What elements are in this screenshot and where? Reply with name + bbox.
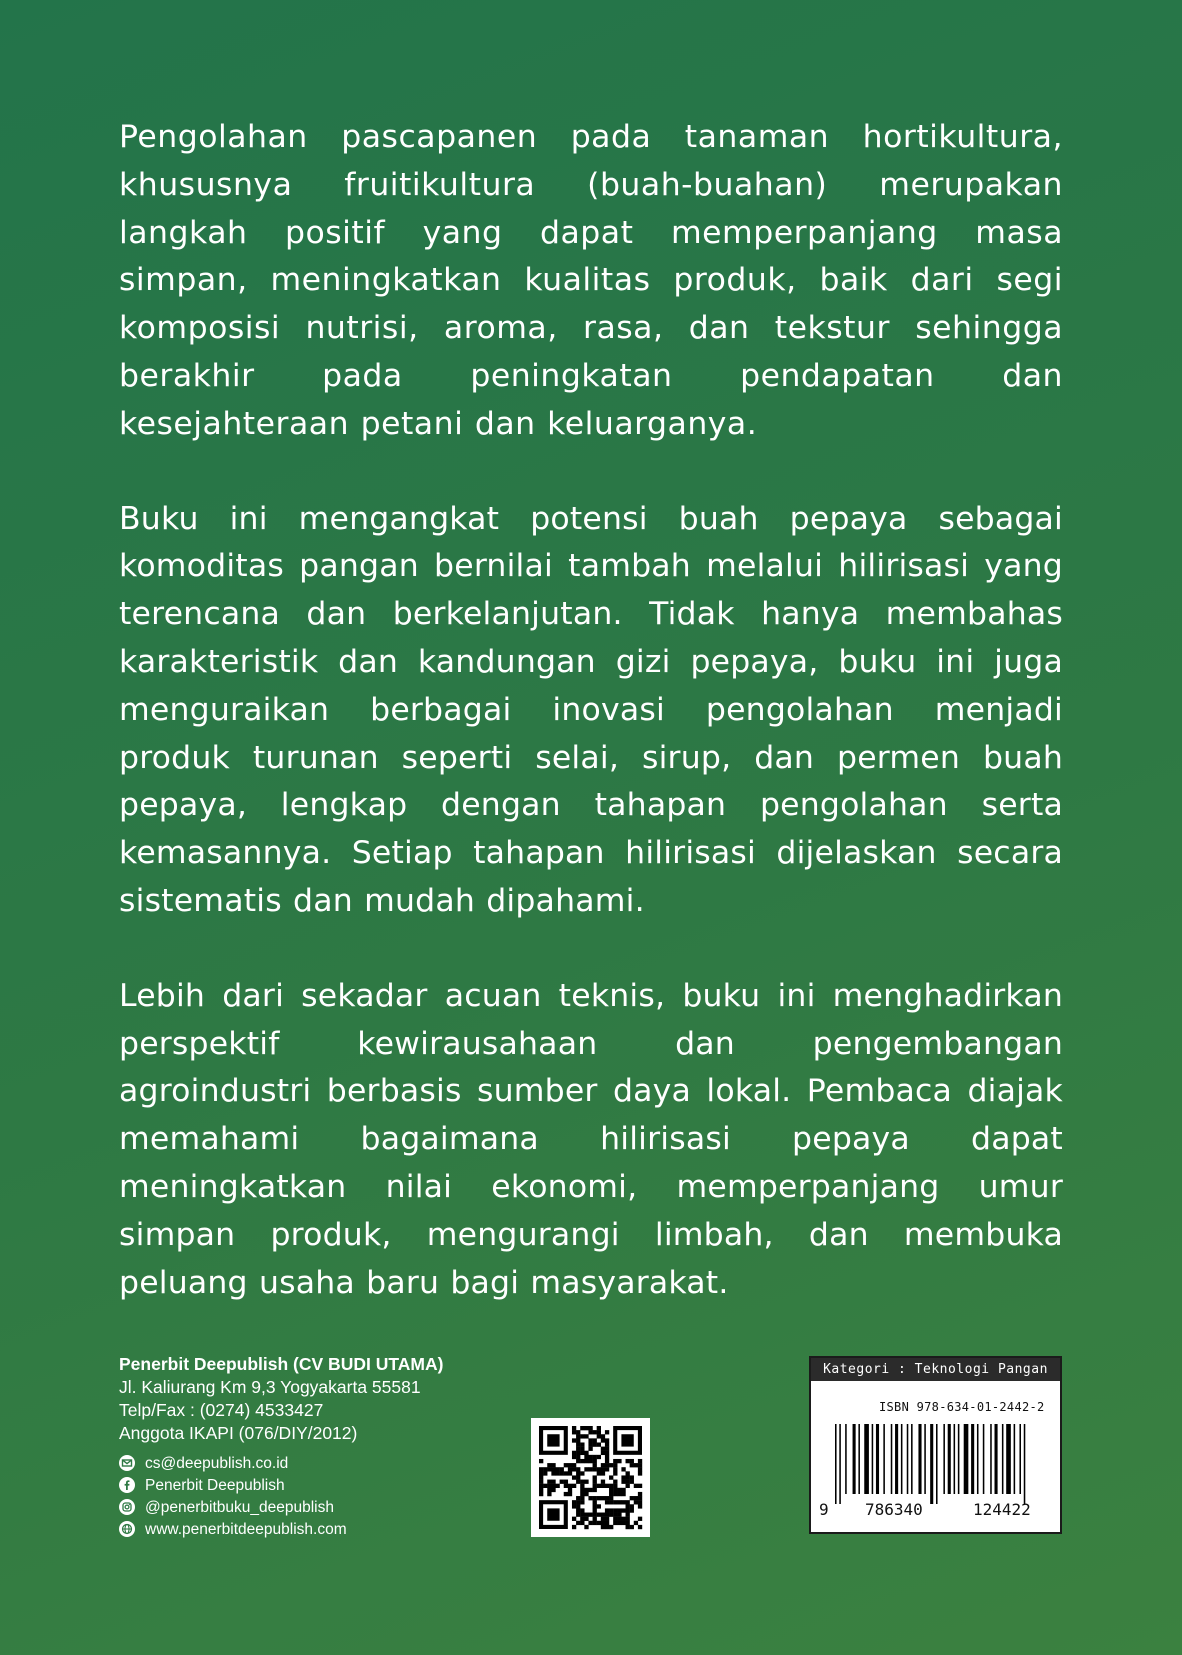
barcode-bar — [964, 1424, 969, 1494]
barcode-bar — [1019, 1424, 1021, 1494]
publisher-name: Penerbit Deepublish (CV BUDI UTAMA) — [119, 1354, 444, 1374]
contact-instagram — [119, 1496, 539, 1518]
barcode-bar — [954, 1424, 956, 1494]
blurb-paragraph-1: Pengolahan pascapanen pada tanaman hortikultura, khususnya fruitikultura (buah-buahan) merupakan langkah positif yang dapat memperpanjang masa simpan, meningkatkan kualitas produk, baik dari segi komposisi nutrisi, aroma, rasa, dan tekstur sehingga berakhir pada peningkatan pendapatan dan kesejahteraan petani dan keluarganya. — [119, 119, 1063, 442]
barcode-bar — [930, 1424, 933, 1504]
barcode-bar — [990, 1424, 992, 1494]
barcode-bar — [872, 1424, 874, 1494]
barcode-bar — [858, 1424, 860, 1494]
barcode-bar — [977, 1424, 979, 1494]
barcode-bar — [995, 1424, 998, 1494]
publisher-phone: Telp/Fax : (0274) 4533427 — [119, 1400, 324, 1420]
barcode-bar — [1014, 1424, 1016, 1494]
barcode-bar — [911, 1424, 913, 1494]
barcode-bar — [983, 1424, 985, 1494]
barcode-digits-right: 124422 — [973, 1500, 1031, 1519]
barcode-bar — [1006, 1424, 1011, 1494]
barcode-bar — [907, 1424, 909, 1494]
barcode-bar — [845, 1424, 847, 1494]
category-label: Kategori : Teknologi Pangan — [811, 1358, 1060, 1381]
email-icon — [119, 1455, 135, 1471]
barcode-bar — [943, 1424, 945, 1494]
barcode-digit-first: 9 — [819, 1500, 829, 1519]
barcode-bar — [918, 1424, 921, 1494]
barcode-bars — [817, 1424, 1055, 1504]
isbn-text: ISBN 978-634-01-2442-2 — [879, 1400, 1045, 1414]
barcode-bar — [924, 1424, 926, 1494]
publisher-membership: Anggota IKAPI (076/DIY/2012) — [119, 1423, 358, 1443]
barcode-bar — [876, 1424, 879, 1494]
facebook-icon — [119, 1477, 135, 1493]
barcode-bar — [891, 1424, 893, 1494]
barcode-bar — [853, 1424, 856, 1494]
blurb-paragraph-2: Buku ini mengangkat potensi buah pepaya sebagai komoditas pangan bernilai tambah melalui hilirisasi yang terencana dan berkelanjutan. Tidak hanya membahas karakteristik dan kandungan gizi pepaya, buku ini juga menguraikan berbagai inovasi pengolahan menjadi produk turunan seperti selai, sirup, dan permen buah pepaya, lengkap dengan tahapan pengolahan serta kemasannya. Setiap tahapan hilirisasi dijelaskan secara sistematis dan mudah dipahami. — [119, 500, 1063, 919]
contact-email — [119, 1452, 539, 1474]
publisher-info — [119, 1353, 539, 1540]
barcode-bar — [835, 1424, 837, 1504]
instagram-icon — [119, 1499, 135, 1515]
qr-code — [531, 1418, 650, 1537]
barcode-bar — [839, 1424, 841, 1504]
barcode-digits-left: 786340 — [865, 1500, 923, 1519]
barcode-bar — [958, 1424, 960, 1494]
contact-website-text: www.penerbitdeepublish.com — [145, 1520, 347, 1538]
contact-instagram-text: @penerbitbuku_deepublish — [145, 1498, 334, 1516]
back-cover-blurb — [119, 114, 1063, 1354]
contact-website — [119, 1518, 539, 1540]
contact-facebook — [119, 1474, 539, 1496]
barcode-bar — [864, 1424, 869, 1494]
barcode-bar — [1024, 1424, 1026, 1504]
isbn-barcode-box — [809, 1356, 1062, 1534]
barcode-bar — [883, 1424, 885, 1494]
barcode-bar — [936, 1424, 938, 1504]
barcode-bar — [948, 1424, 951, 1494]
barcode-bar — [901, 1424, 903, 1494]
barcode-bar — [971, 1424, 974, 1494]
globe-icon — [119, 1521, 135, 1537]
publisher-address: Jl. Kaliurang Km 9,3 Yogyakarta 55581 — [119, 1377, 421, 1397]
contact-facebook-text: Penerbit Deepublish — [145, 1476, 285, 1494]
barcode-bar — [895, 1424, 898, 1494]
blurb-paragraph-3: Lebih dari sekadar acuan teknis, buku ini menghadirkan perspektif kewirausahaan dan pengembangan agroindustri berbasis sumber daya lokal. Pembaca diajak memahami bagaimana hilirisasi pepaya dapat meningkatkan nilai ekonomi, memperpanjang umur simpan produk, mengurangi limbah, dan membuka peluang usaha baru bagi masyarakat. — [119, 977, 1063, 1301]
contact-email-text: cs@deepublish.co.id — [145, 1454, 289, 1472]
publisher-contacts — [119, 1452, 539, 1540]
barcode-digits — [811, 1500, 1060, 1520]
barcode-bar — [1002, 1424, 1004, 1494]
